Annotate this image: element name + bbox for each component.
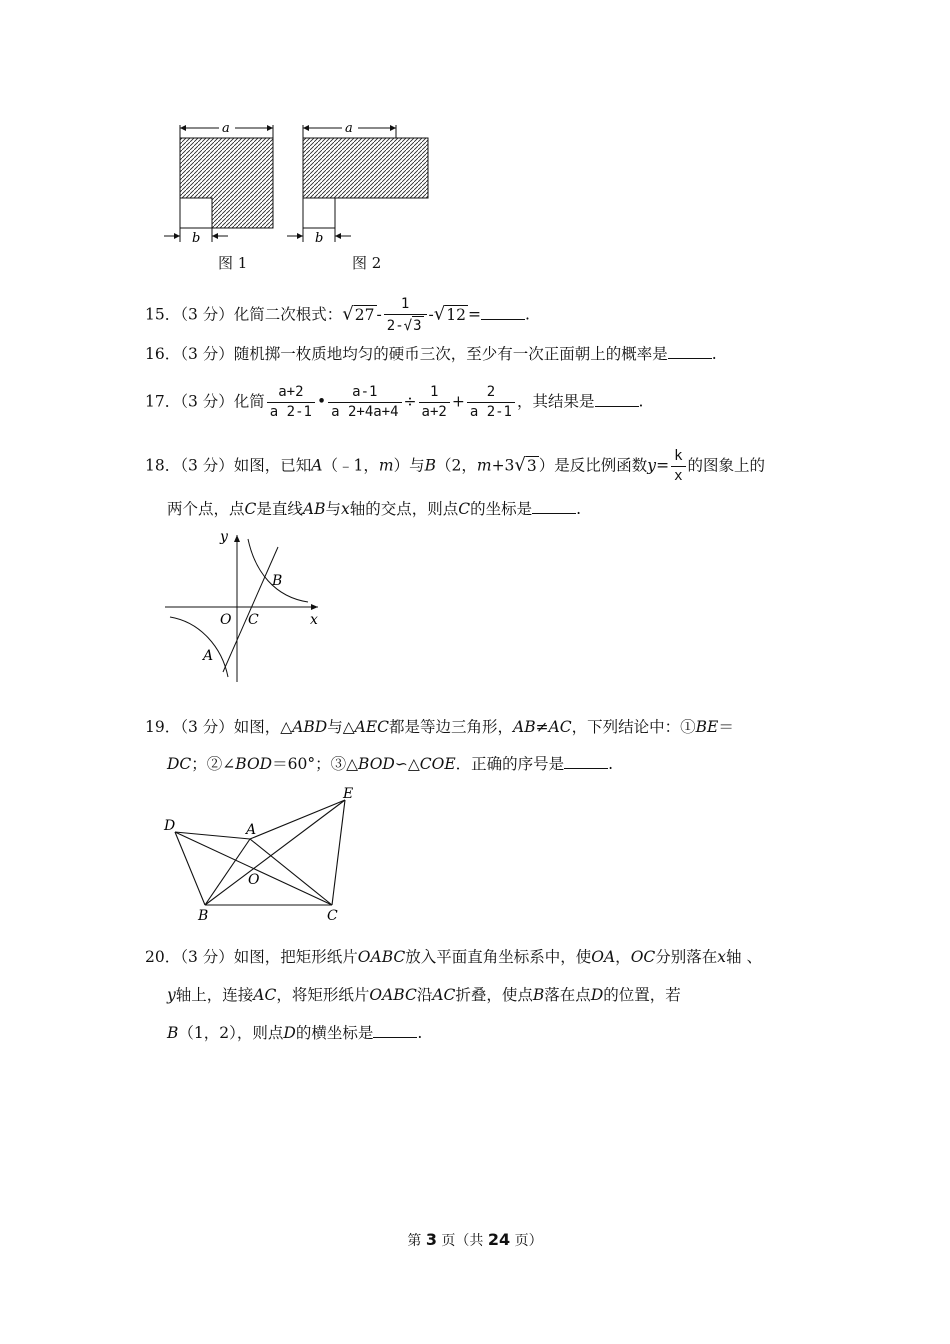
question-18-line-2: 两个点，点C是直线AB与x轴的交点，则点C的坐标是 . [167,500,582,518]
question-20-line-1: 20．（3 分）如图，把矩形纸片OABC放入平面直角坐标系中，使OA，OC分别落在x轴 、 [145,948,762,966]
question-19-line-2: DC；②∠BOD＝60°；③△BOD∽△COE．正确的序号是 . [167,755,614,773]
question-15: 15．（3 分）化简二次根式：√27 - $\frac{1}{2-√3}$ -√12 = . [145,296,530,334]
answer-blank-17 [595,392,639,407]
question-20-line-2: y轴上，连接AC，将矩形纸片OABC沿AC折叠，使点B落在点D的位置，若 [167,986,681,1004]
svg-text:C: C [327,908,338,924]
label-b-1: b [192,231,201,246]
svg-text:A: A [203,648,214,664]
svg-text:A: A [246,822,257,838]
svg-text:O: O [248,872,260,888]
answer-blank-16 [668,344,712,359]
question-19-line-1: 19．（3 分）如图，△ABD与△AEC都是等边三角形，AB≠AC，下列结论中：①BE＝ [145,718,734,736]
label-a-1: a [222,121,230,136]
svg-text:B: B [272,573,283,589]
svg-text:O: O [220,612,232,628]
svg-text:C: C [248,612,259,628]
question-18-line-1: 18．（3 分）如图，已知A（﹣1，m）与B（2，m+3√3 ）是反比例函数y= $\frac{k}{x}$ 的图象上的 [145,448,766,484]
svg-text:D: D [164,818,176,834]
question-16: 16．（3 分）随机掷一枚质地均匀的硬币三次，至少有一次正面朝上的概率是 . [145,345,717,363]
page-number: 3 [425,1230,437,1249]
answer-blank-20 [373,1023,417,1038]
label-b-2: b [315,231,324,246]
svg-text:x: x [310,612,318,628]
answer-blank-18 [532,499,576,514]
total-pages: 24 [487,1230,511,1249]
figure-14 [150,110,450,280]
question-17: 17．（3 分）化简 $\frac{a+2}{a 2-1}$ • $\frac{a-1}{a 2+4a+4}$ ÷ $\frac{1}{a+2}$ + $\frac{2}{a 2-1}$ ，其结果是 . [145,384,644,420]
svg-text:y: y [220,529,228,545]
shape-figure-2 [303,138,428,198]
hyperbola-branch-right [248,539,308,602]
svg-text:E: E [343,786,354,802]
square-figure-2 [303,198,335,228]
answer-blank-15 [481,305,525,320]
figure-19 [160,782,370,927]
label-a-2: a [345,121,353,136]
question-20-line-3: B（1，2），则点D的横坐标是 . [167,1024,423,1042]
caption-figure-1: 图 1 [218,254,248,272]
page-footer: 第 3 页（共 24 页） [407,1230,543,1249]
graph-18 [160,527,330,687]
caption-figure-2: 图 2 [352,254,382,272]
answer-blank-19 [564,754,608,769]
line-ab [223,547,278,672]
svg-text:B: B [198,908,209,924]
square-cut-figure-1 [180,198,212,228]
